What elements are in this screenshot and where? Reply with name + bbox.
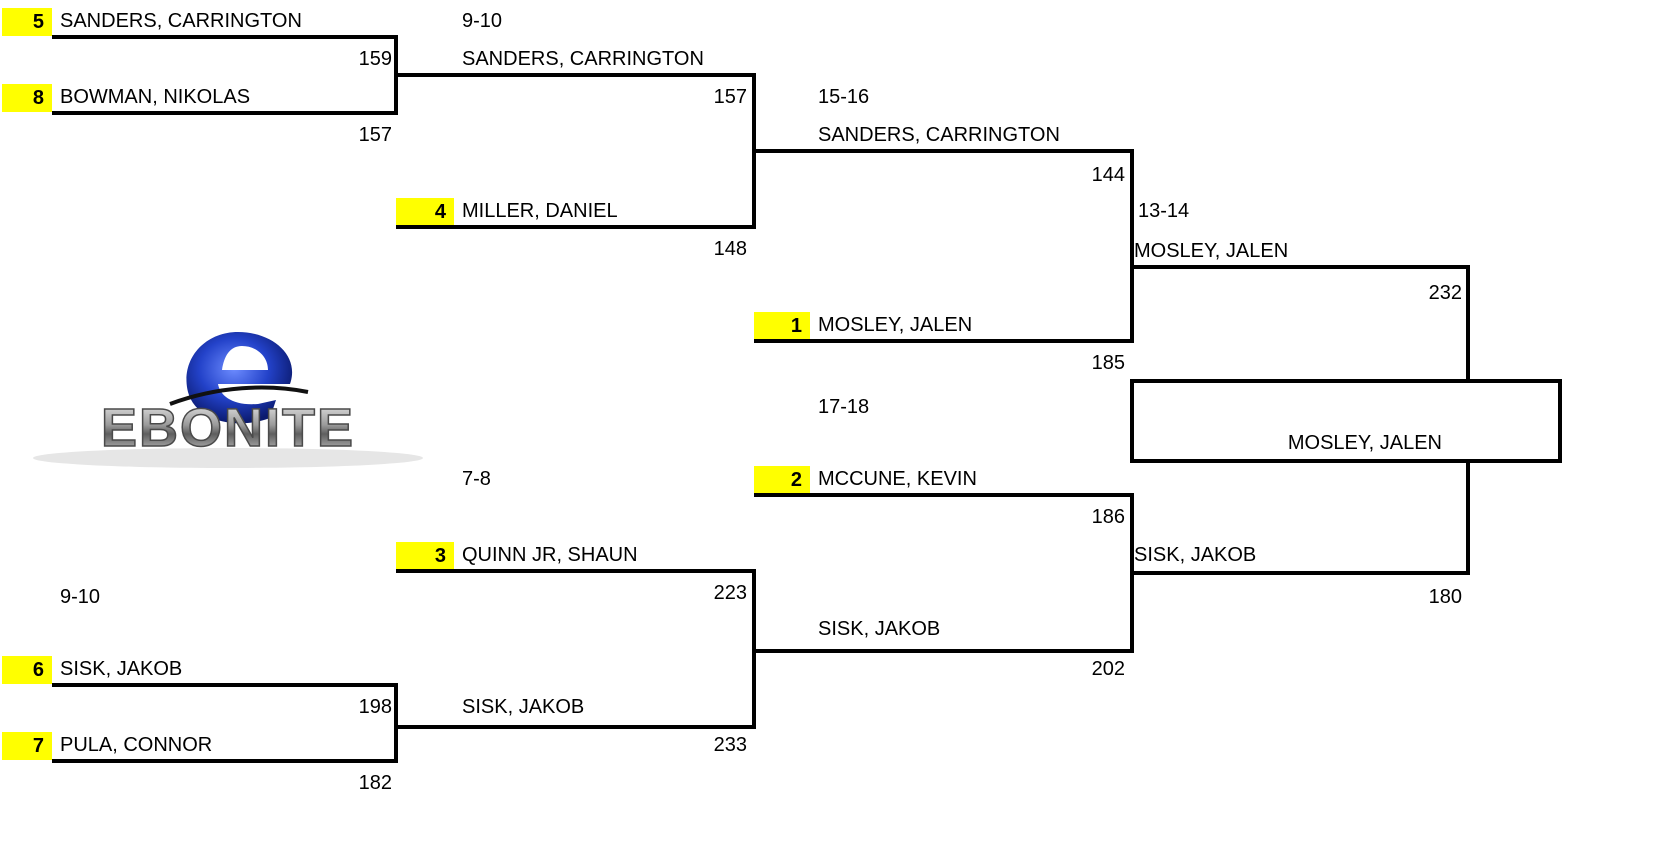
r3-bottom-winner-name: SISK, JAKOB [1134,544,1257,566]
champion-box-line [1130,459,1562,463]
logo-wordmark: EBONITE [100,398,356,458]
r2-top-winner-score: 144 [1091,164,1125,186]
bracket-line [396,225,756,229]
score-8: 157 [358,124,392,146]
bracket-line [1130,265,1470,269]
seed-badge-6: 6 [2,656,52,684]
place-label-7-8: 7-8 [462,468,491,490]
score-4: 148 [713,238,747,260]
seed-badge-4: 4 [396,198,454,226]
bracket-line [394,73,756,77]
bracket-line [52,111,398,115]
r3-bottom-winner-score: 180 [1428,586,1462,608]
score-5: 159 [358,48,392,70]
bracket-line [752,149,1134,153]
bracket-line [1466,265,1470,381]
bracket-line [1466,459,1470,575]
score-3: 223 [713,582,747,604]
place-label-15-16: 15-16 [818,86,870,108]
player-name-8: BOWMAN, NIKOLAS [60,86,251,108]
player-name-1: MOSLEY, JALEN [818,314,973,336]
bracket-line [52,759,398,763]
bracket-line [1130,571,1470,575]
player-name-3: QUINN JR, SHAUN [462,544,638,566]
place-label-13-14: 13-14 [1138,200,1190,222]
seed-badge-8: 8 [2,84,52,112]
place-label-17-18: 17-18 [818,396,870,418]
seed-badge-3: 3 [396,542,454,570]
r2-bottom-winner-score: 202 [1091,658,1125,680]
r1-bottom-winner-name: SISK, JAKOB [462,696,585,718]
score-6: 198 [358,696,392,718]
bracket-line [752,569,756,729]
r1-top-winner-score: 157 [713,86,747,108]
player-name-2: MCCUNE, KEVIN [818,468,977,490]
score-7: 182 [358,772,392,794]
player-name-7: PULA, CONNOR [60,734,213,756]
bracket-line [52,35,398,39]
ebonite-logo [28,318,428,468]
r1-top-winner-name: SANDERS, CARRINGTON [462,48,704,70]
r3-top-winner-score: 232 [1428,282,1462,304]
bracket-line [754,493,1134,497]
r1-bottom-winner-score: 233 [713,734,747,756]
bracket-line [752,649,1134,653]
score-1: 185 [1091,352,1125,374]
score-2: 186 [1091,506,1125,528]
bracket-line [1130,149,1134,343]
champion-box-line [1130,379,1562,383]
bracket-line [396,569,756,573]
player-name-6: SISK, JAKOB [60,658,183,680]
champion-box-line [1558,379,1562,463]
r2-top-winner-name: SANDERS, CARRINGTON [818,124,1060,146]
bracket-line [1130,493,1134,653]
r2-bottom-winner-name: SISK, JAKOB [818,618,941,640]
seed-badge-7: 7 [2,732,52,760]
ebonite-logo-graphic [28,318,428,468]
bracket-line [754,339,1134,343]
bracket-line [52,683,398,687]
player-name-4: MILLER, DANIEL [462,200,618,222]
champion-box-line [1130,379,1134,463]
r3-top-winner-name: MOSLEY, JALEN [1134,240,1289,262]
bracket-line [394,683,398,763]
place-label-9-10-bottom: 9-10 [60,586,101,608]
bracket-line [394,725,756,729]
champion-name: MOSLEY, JALEN [1287,432,1442,454]
seed-badge-1: 1 [754,312,810,340]
player-name-5: SANDERS, CARRINGTON [60,10,302,32]
place-label-9-10-top: 9-10 [462,10,503,32]
seed-badge-5: 5 [2,8,52,36]
seed-badge-2: 2 [754,466,810,494]
